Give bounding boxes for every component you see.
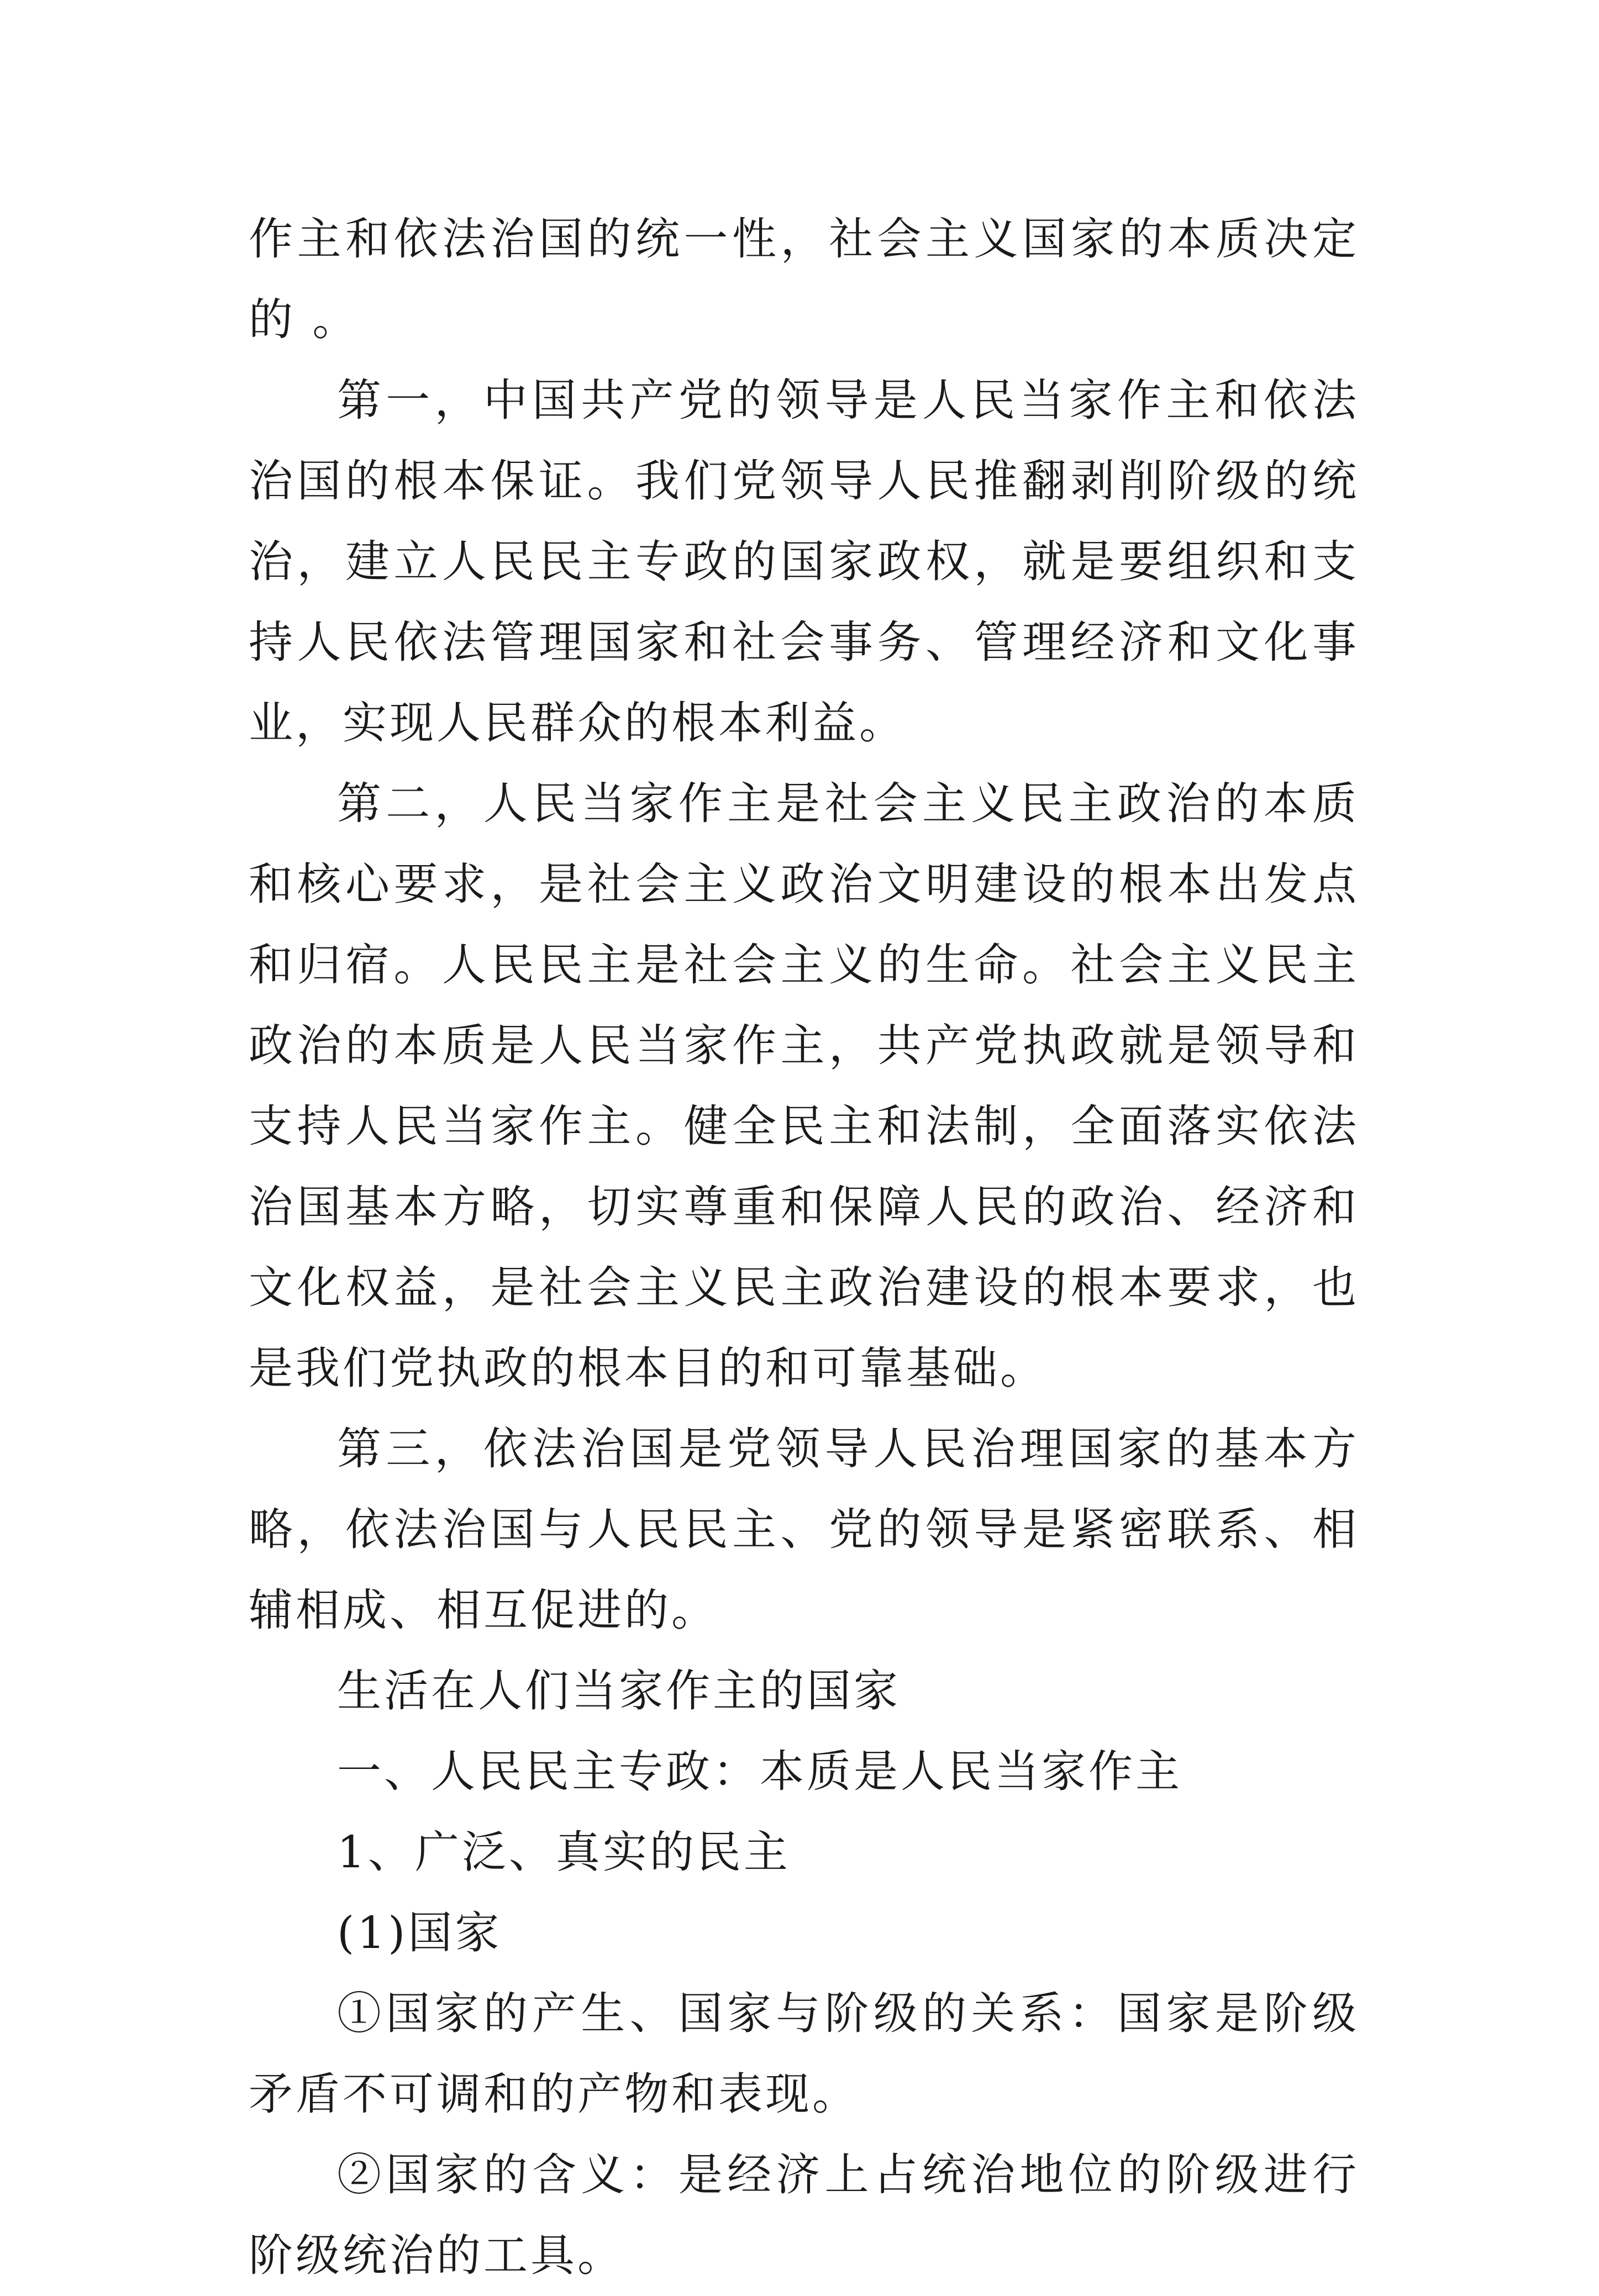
subsection-heading: 一、人民民主专政：本质是人民当家作主: [337, 1746, 1182, 1797]
document-body: [249, 199, 1359, 2296]
list-item-circled-two: ②国家的含义：是经济上占统治地位的阶级进行阶级统治的工具。: [249, 2149, 1359, 2281]
list-item-circled-one: ①国家的产生、国家与阶级的关系：国家是阶级矛盾不可调和的产物和表现。: [249, 1988, 1359, 2120]
section-heading: 生活在人们当家作主的国家: [337, 1665, 901, 1716]
paragraph-point-two: 第二，人民当家作主是社会主义民主政治的本质和核心要求，是社会主义政治文明建设的根本出发点 和归宿。人民民主是社会主义的生命。社会主义民主政治的本质是人民当家作主，共产党执政就是领导和 支持人民当家作主。健全民主和法制，全面落实依法治国基本方略，切实尊重和保障人民的政治、经济和 文化权益，是社会主义民主政治建设的根本要求，也是我们党执政的根本目的和可靠基础。: [249, 778, 1359, 1394]
paragraph-point-one: 第一，中国共产党的领导是人民当家作主和依法治国的根本保证。我们党领导人民推翻剥削阶级的统 治，建立人民民主专政的国家政权，就是要组织和支持人民依法管理国家和社会事务、管理经济和文化事 业，实现人民群众的根本利益。: [249, 375, 1359, 749]
paragraph-point-three: 第三，依法治国是党领导人民治理国家的基本方略，依法治国与人民民主、党的领导是紧密联系、相 辅相成、相互促进的。: [249, 1423, 1359, 1636]
paragraph-continuation: 作主和依法治国的统一性，社会主义国家的本质决定的 。: [249, 213, 1359, 345]
list-subheading: (1)国家: [337, 1907, 502, 1958]
list-item-heading: 1、广泛、真实的民主: [337, 1826, 791, 1878]
